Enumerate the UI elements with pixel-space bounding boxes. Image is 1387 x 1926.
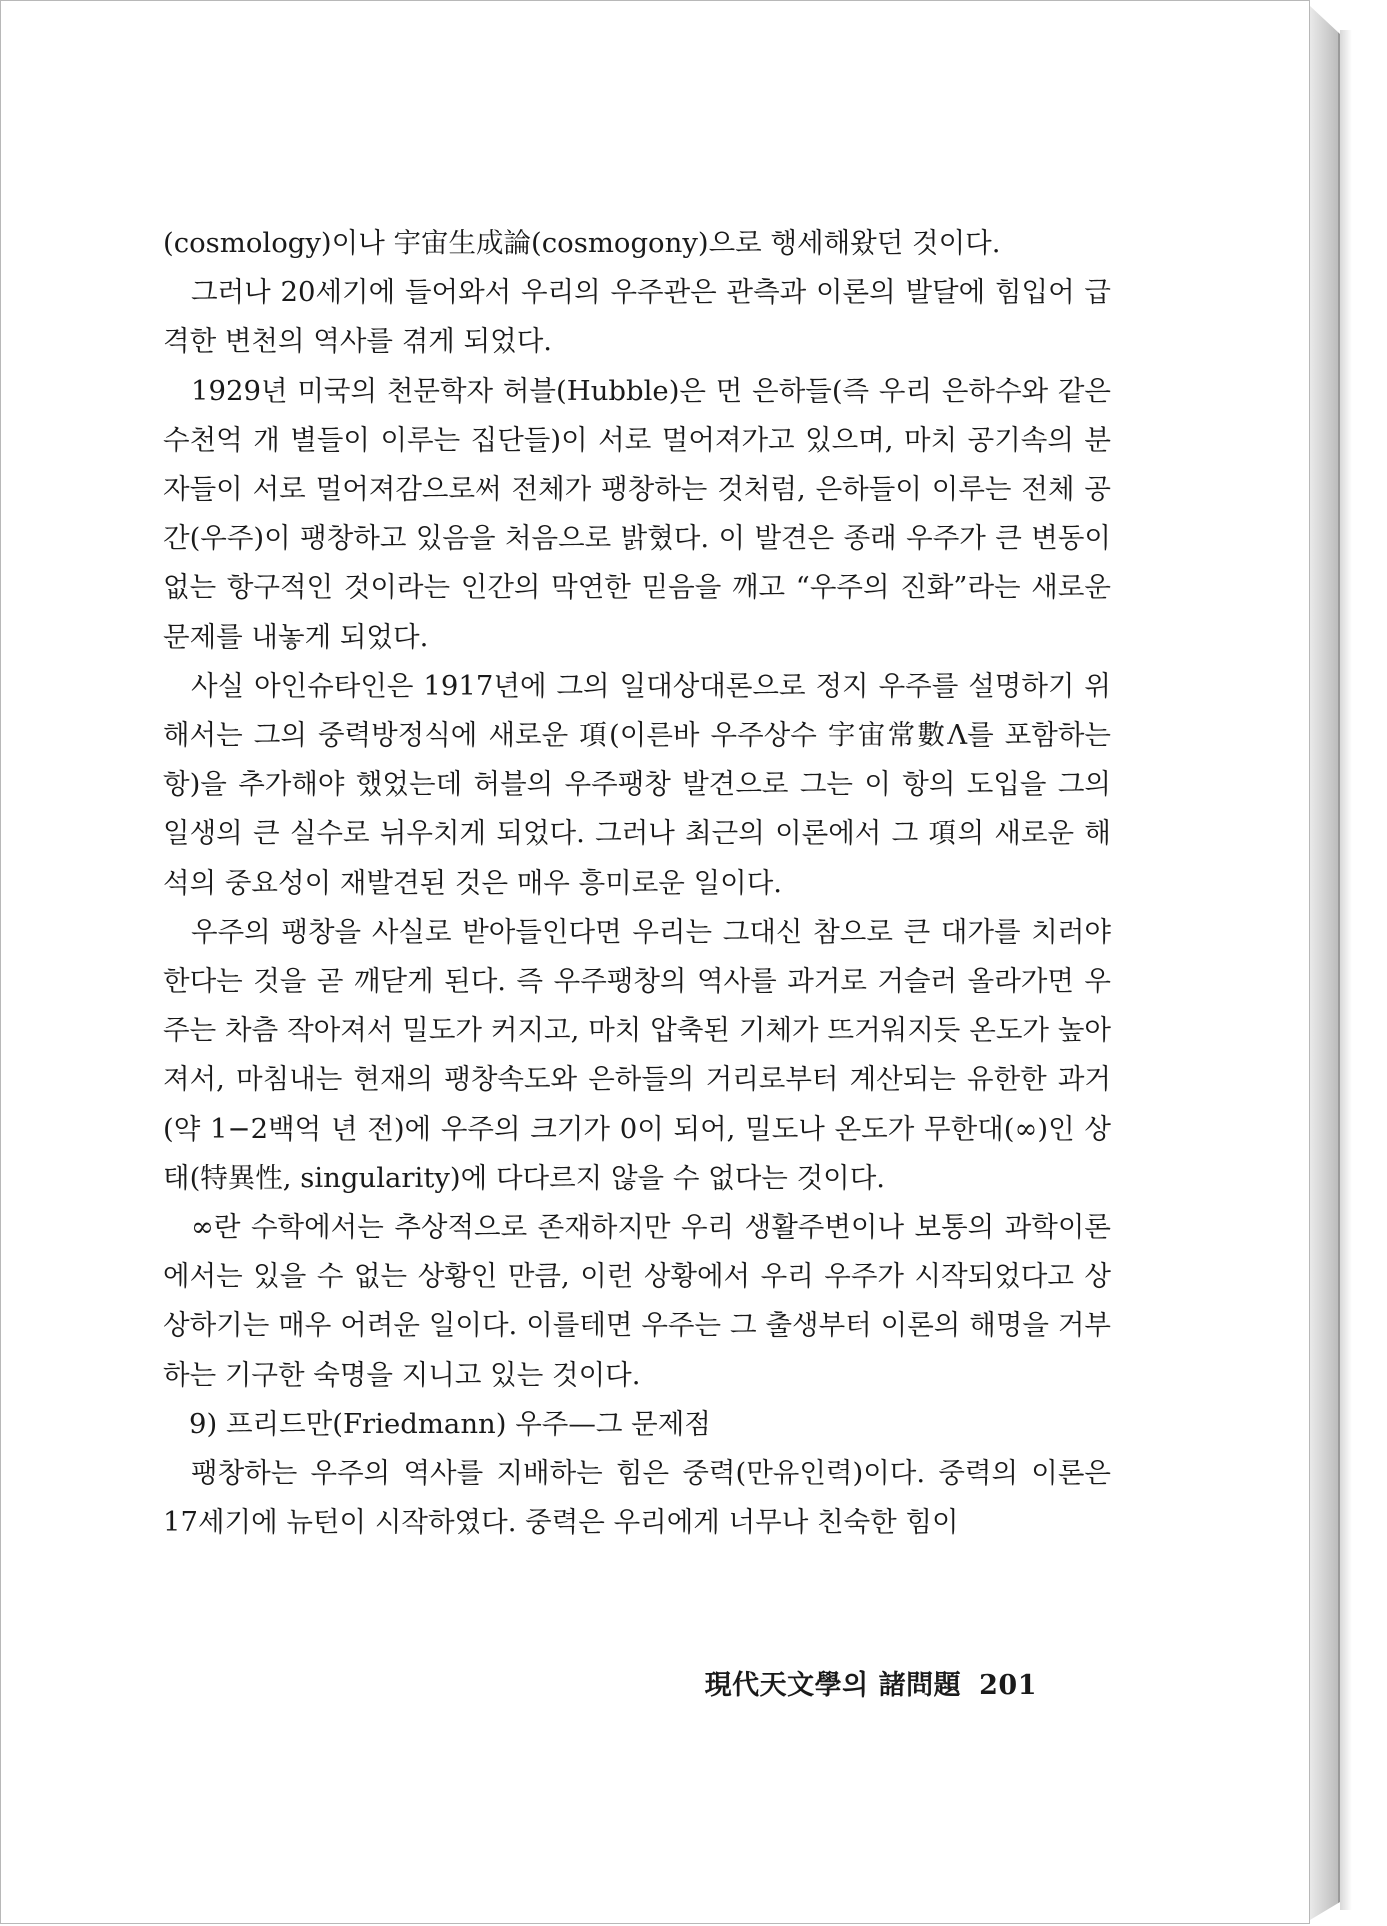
- paragraph-gravity: 팽창하는 우주의 역사를 지배하는 힘은 중력(만유인력)이다. 중력의 이론은 17세기에 뉴턴이 시작하였다. 중력은 우리에게 너무나 친숙한 힘이: [163, 1457, 1111, 1539]
- paragraph-continuation: (cosmology)이나 宇宙生成論(cosmogony)으로 행세해왔던 것이다.: [163, 227, 1001, 259]
- page-shadow: [1340, 30, 1352, 1910]
- running-title: 現代天文學의 諸問題: [704, 1670, 962, 1701]
- section-heading: 9) 프리드만(Friedmann) 우주—그 문제점: [189, 1407, 711, 1440]
- paragraph-expansion: 우주의 팽창을 사실로 받아들인다면 우리는 그대신 참으로 큰 대가를 치러야 한다는 것을 곧 깨닫게 된다. 즉 우주팽창의 역사를 과거로 거슬러 올라가면 우주는 차츰 작아져서 밀도가 커지고, 마치 압축된 기체가 뜨거워지듯 온도가 높아져서, 마침내는 현재의 팽창속도와 은하들의 거리로부터 계산되는 유한한 과거(약 1−2백억 년 전)에 우주의 크기가 0이 되어, 밀도나 온도가 무한대(∞)인 상태(特異性, singularity)에 다다르지 않을 수 없다는 것이다.: [163, 915, 1111, 1194]
- paragraph-20th-century: 그러나 20세기에 들어와서 우리의 우주관은 관측과 이론의 발달에 힘입어 급격한 변천의 역사를 겪게 되었다.: [163, 276, 1111, 358]
- body-text: [163, 219, 1111, 1547]
- page-number: 201: [979, 1670, 1037, 1701]
- page-footer: [705, 1663, 1037, 1702]
- paragraph-einstein: 사실 아인슈타인은 1917년에 그의 일대상대론으로 정지 우주를 설명하기 위해서는 그의 중력방정식에 새로운 項(이른바 우주상수 宇宙常數Λ를 포함하는 항)을 추가해야 했었는데 허블의 우주팽창 발견으로 그는 이 항의 도입을 그의 일생의 큰 실수로 뉘우치게 되었다. 그러나 최근의 이론에서 그 項의 새로운 해석의 중요성이 재발견된 것은 매우 흥미로운 일이다.: [163, 669, 1111, 899]
- paragraph-hubble: 1929년 미국의 천문학자 허블(Hubble)은 먼 은하들(즉 우리 은하수와 같은 수천억 개 별들이 이루는 집단들)이 서로 멀어져가고 있으며, 마치 공기속의 분자들이 서로 멀어져감으로써 전체가 팽창하는 것처럼, 은하들이 이루는 전체 공간(우주)이 팽창하고 있음을 처음으로 밝혔다. 이 발견은 종래 우주가 큰 변동이 없는 항구적인 것이라는 인간의 막연한 믿음을 깨고 “우주의 진화”라는 새로운 문제를 내놓게 되었다.: [163, 374, 1111, 653]
- page-stack-edge: [1310, 6, 1340, 1920]
- paragraph-infinity: ∞란 수학에서는 추상적으로 존재하지만 우리 생활주변이나 보통의 과학이론에서는 있을 수 없는 상황인 만큼, 이런 상황에서 우리 우주가 시작되었다고 상상하기는 매우 어려운 일이다. 이를테면 우주는 그 출생부터 이론의 해명을 거부하는 기구한 숙명을 지니고 있는 것이다.: [163, 1211, 1111, 1391]
